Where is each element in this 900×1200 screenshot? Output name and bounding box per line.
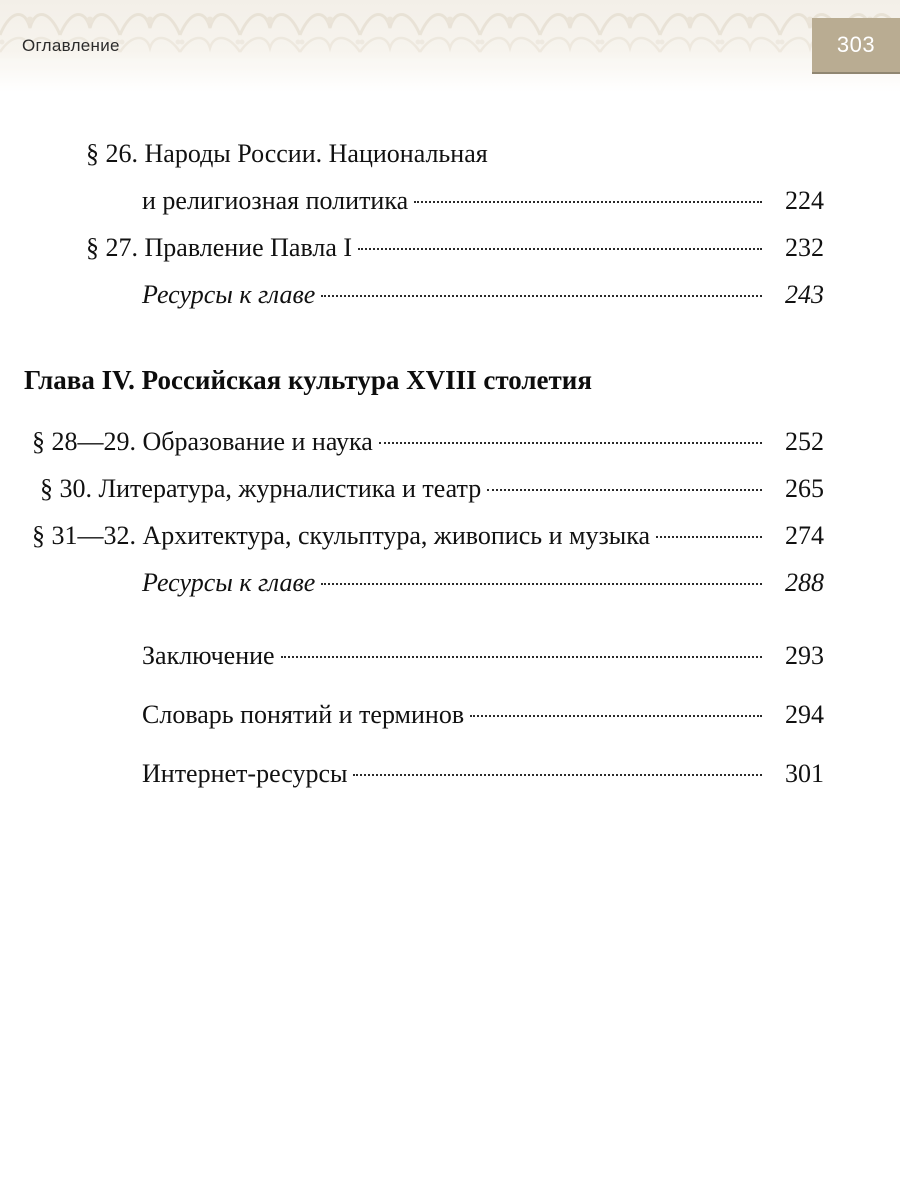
toc-entry-page: 224 — [785, 186, 824, 215]
toc-entry[interactable] — [0, 177, 900, 224]
toc-entry-page: 265 — [785, 474, 824, 503]
toc-leader — [281, 656, 762, 658]
toc-chapter-title: Глава IV. Российская культура XVIII столетия — [24, 365, 592, 395]
toc-entry[interactable] — [0, 224, 900, 271]
toc-entry-label: § 31—32. Архитектура, скульптура, живопись и музыка — [32, 521, 650, 550]
folio-rule — [812, 72, 900, 74]
toc-entry-resources[interactable] — [0, 559, 900, 606]
toc-entry[interactable] — [0, 418, 900, 465]
toc-leader — [321, 295, 762, 297]
toc-entry-internet-resources[interactable] — [0, 750, 900, 797]
toc-entry-glossary[interactable] — [0, 691, 900, 738]
toc-entry-page: 293 — [785, 641, 824, 670]
toc-leader — [321, 583, 762, 585]
toc-entry-label: и религиозная политика — [142, 186, 409, 215]
page-number-badge — [812, 18, 900, 72]
toc-leader — [414, 201, 762, 203]
toc-leader — [470, 715, 762, 717]
running-title: Оглавление — [22, 36, 120, 55]
toc-entry-resources[interactable] — [0, 271, 900, 318]
toc-leader — [487, 489, 762, 491]
page-number: 303 — [836, 32, 876, 57]
toc-entry-page: 288 — [785, 568, 824, 597]
toc-entry-conclusion[interactable] — [0, 632, 900, 679]
toc-entry[interactable] — [0, 465, 900, 512]
toc-entry-page: 232 — [785, 233, 824, 262]
toc-entry-label: § 27. Правление Павла I — [86, 233, 353, 262]
toc-leader — [358, 248, 762, 250]
toc-entry-label: Ресурсы к главе — [142, 568, 316, 597]
toc-entry-page: 294 — [785, 700, 824, 729]
toc-entry-label: § 28—29. Образование и наука — [32, 427, 373, 456]
toc-entry-page: 274 — [785, 521, 824, 550]
toc-entry-label: § 26. Народы России. Национальная — [86, 139, 488, 168]
toc-entry-page: 252 — [785, 427, 824, 456]
table-of-contents — [0, 130, 900, 797]
decorative-ornament-icon — [0, 0, 900, 70]
toc-entry-label: Интернет-ресурсы — [142, 759, 348, 788]
toc-entry-label: Ресурсы к главе — [142, 280, 316, 309]
toc-leader — [353, 774, 762, 776]
toc-leader — [656, 536, 762, 538]
toc-entry[interactable] — [0, 130, 900, 177]
toc-entry-page: 243 — [785, 280, 824, 309]
toc-leader — [379, 442, 762, 444]
page-header — [0, 0, 900, 92]
toc-entry-label: Словарь понятий и терминов — [142, 700, 465, 729]
toc-entry[interactable] — [0, 512, 900, 559]
toc-entry-page: 301 — [785, 759, 824, 788]
toc-entry-label: Заключение — [142, 641, 275, 670]
toc-entry-label: § 30. Литература, журналистика и театр — [40, 474, 482, 503]
